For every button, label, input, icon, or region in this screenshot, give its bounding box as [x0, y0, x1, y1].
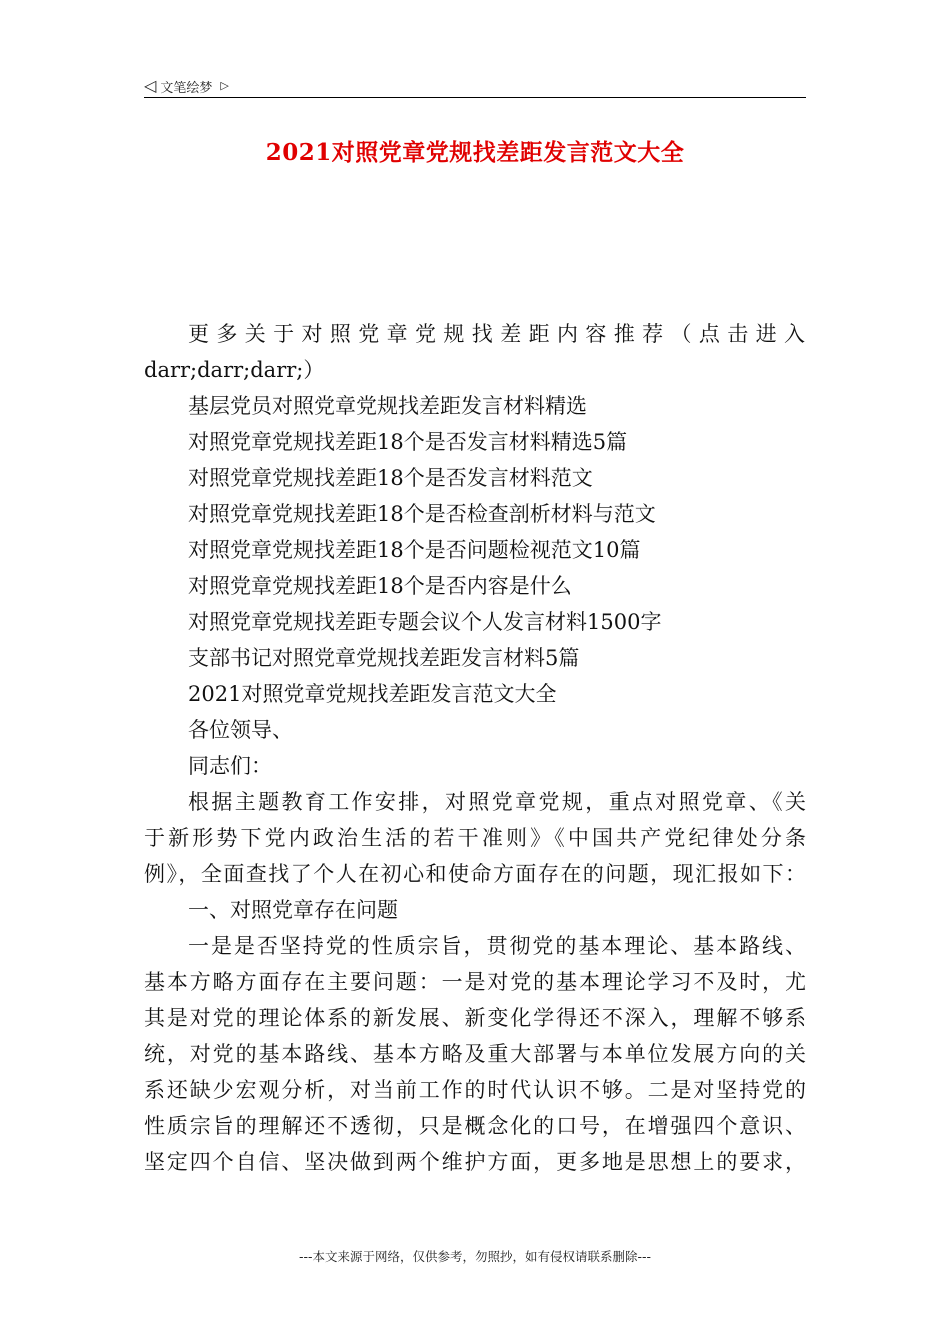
body-line: 更多关于对照党章党规找差距内容推荐（点击进入 — [188, 322, 806, 346]
recommend-link[interactable]: 对照党章党规找差距18个是否检查剖析材料与范文 — [188, 502, 656, 526]
right-triangle-icon: ▷ — [220, 79, 229, 92]
body-line: 于新形势下党内政治生活的若干准则》《中国共产党纪律处分条 — [144, 826, 806, 850]
body-line: 统，对党的基本路线、基本方略及重大部署与本单位发展方向的关 — [144, 1042, 806, 1066]
recommend-link[interactable]: 基层党员对照党章党规找差距发言材料精选 — [188, 394, 587, 418]
body-line: 基本方略方面存在主要问题：一是对党的基本理论学习不及时，尤 — [144, 970, 806, 994]
salutation: 各位领导、 — [188, 718, 293, 742]
recommend-link[interactable]: 对照党章党规找差距18个是否问题检视范文10篇 — [188, 538, 641, 562]
left-triangle-icon: ◁ — [144, 76, 157, 95]
recommend-link[interactable]: 对照党章党规找差距18个是否发言材料精选5篇 — [188, 430, 628, 454]
page-footer: ---本文来源于网络，仅供参考，勿照抄，如有侵权请联系删除--- — [298, 1249, 652, 1264]
body-line: 例》，全面查找了个人在初心和使命方面存在的问题，现汇报如下： — [144, 862, 806, 886]
document-title: 2021对照党章党规找差距发言范文大全 — [265, 139, 685, 166]
page-header — [144, 74, 806, 98]
body-line: 坚定四个自信、坚决做到两个维护方面，更多地是思想上的要求， — [144, 1150, 806, 1174]
recommend-link[interactable]: 对照党章党规找差距18个是否内容是什么 — [188, 574, 572, 598]
body-line: 根据主题教育工作安排，对照党章党规，重点对照党章、《关 — [188, 790, 806, 814]
body-line: 系还缺少宏观分析，对当前工作的时代认识不够。二是对坚持党的 — [144, 1078, 806, 1102]
body-line: 一是是否坚持党的性质宗旨，贯彻党的基本理论、基本路线、 — [188, 934, 806, 958]
recommend-link[interactable]: 支部书记对照党章党规找差距发言材料5篇 — [188, 646, 580, 670]
section-heading: 一、对照党章存在问题 — [188, 898, 398, 922]
body-line: 其是对党的理论体系的新发展、新变化学得还不深入，理解不够系 — [144, 1006, 806, 1030]
body-line: 性质宗旨的理解还不透彻，只是概念化的口号，在增强四个意识、 — [144, 1114, 806, 1138]
body-line: darr;darr;darr;） — [144, 358, 325, 382]
recommend-link[interactable]: 对照党章党规找差距专题会议个人发言材料1500字 — [188, 610, 662, 634]
header-brand: 文笔绘梦 — [160, 80, 213, 96]
salutation: 同志们： — [188, 754, 272, 778]
header-rule — [144, 97, 806, 98]
recommend-link[interactable]: 对照党章党规找差距18个是否发言材料范文 — [188, 466, 593, 490]
document-body — [144, 316, 806, 1180]
body-line: 2021对照党章党规找差距发言范文大全 — [188, 682, 557, 706]
